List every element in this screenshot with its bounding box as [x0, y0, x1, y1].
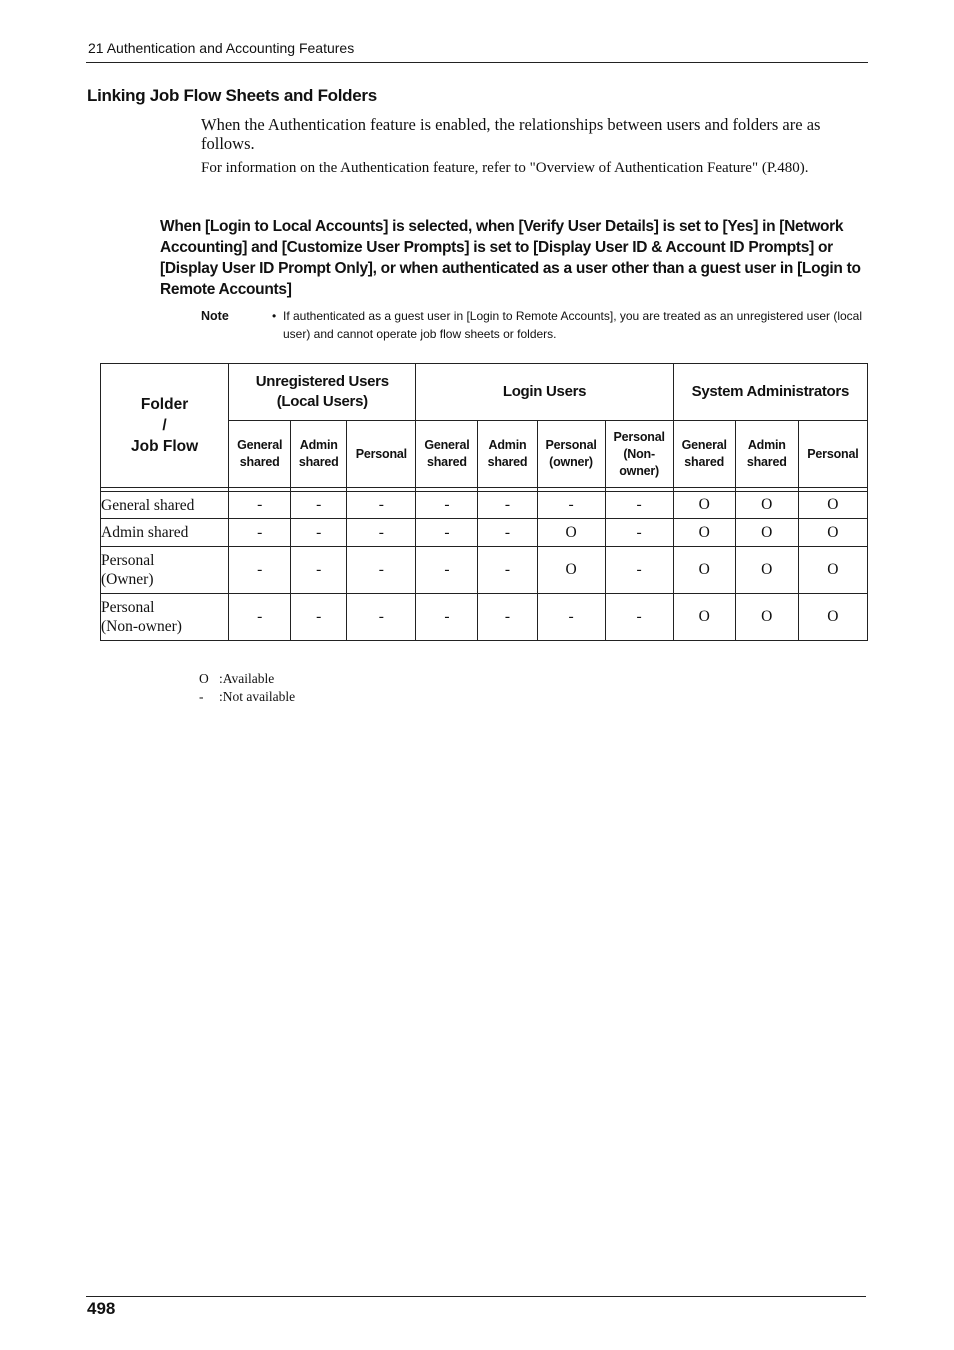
table-cell: - [605, 519, 673, 547]
subheader-line: shared [487, 455, 528, 469]
table-cell: - [416, 547, 478, 594]
table-cell: O [735, 519, 798, 547]
table-cell: - [229, 594, 291, 641]
subheader [798, 421, 867, 488]
table-cell: - [291, 492, 347, 519]
subheader-line: Personal [613, 429, 665, 444]
table-cell: O [735, 594, 798, 641]
corner-header-line: Folder [140, 396, 189, 413]
table-cell: O [673, 519, 735, 547]
corner-header-line: Job Flow [130, 438, 199, 455]
row-label [101, 547, 229, 594]
group-header-login [416, 364, 673, 421]
legend-item [199, 688, 295, 706]
group-header-line: Login Users [502, 383, 587, 400]
running-header: 21 Authentication and Accounting Features [88, 40, 355, 56]
subheader [291, 421, 347, 488]
subheader [673, 421, 735, 488]
table-cell: - [537, 492, 605, 519]
subheader [229, 421, 291, 488]
table-cell: - [347, 519, 416, 547]
table-cell: O [798, 519, 867, 547]
table-cell: O [537, 547, 605, 594]
subheader-line: owner) [619, 463, 660, 478]
table-row [101, 492, 868, 519]
table-cell: O [798, 547, 867, 594]
group-header-line: System Administrators [691, 383, 850, 400]
row-label [101, 594, 229, 641]
subheader-line: Personal [545, 438, 597, 452]
subheader [537, 421, 605, 488]
subheader-line: Personal [807, 446, 859, 461]
table-cell: - [416, 594, 478, 641]
table-cell: O [735, 547, 798, 594]
section-title: Linking Job Flow Sheets and Folders [87, 86, 377, 105]
table-cell: - [537, 594, 605, 641]
table-cell: - [347, 594, 416, 641]
row-label [101, 519, 229, 547]
subheader [605, 421, 673, 488]
permissions-table [100, 363, 868, 641]
group-header-line: Unregistered Users [255, 373, 389, 390]
table-cell: - [605, 492, 673, 519]
table-cell: - [229, 519, 291, 547]
table-row [101, 547, 868, 594]
table-row [101, 594, 868, 641]
row-label-line: (Owner) [101, 571, 154, 588]
table-cell: O [735, 492, 798, 519]
subheader-line: (Non- [623, 446, 655, 461]
table-cell: - [347, 547, 416, 594]
table-cell: - [229, 547, 291, 594]
table-cell: O [673, 547, 735, 594]
subheader-line: shared [684, 455, 725, 469]
row-label-line: Personal [101, 599, 155, 616]
table-cell: - [605, 547, 673, 594]
subsection-heading: When [Login to Local Accounts] is selected, when [Verify User Details] is set to [Yes] in [Network Accounting] and [Customize User Prompts] is set to [Display User ID & Account ID Prompts] or [Display User ID Prompt Only], or when authenticated as a user other than a guest user in [Login to Remote Accounts] [160, 218, 861, 298]
subheader-line: General [424, 438, 470, 452]
row-label-line: (Non-owner) [101, 618, 182, 635]
table-cell: - [291, 594, 347, 641]
intro-paragraph: When the Authentication feature is enabled, the relationships between users and folders are as follows. [201, 115, 821, 153]
subheader-line: Admin [488, 438, 527, 452]
row-label [101, 492, 229, 519]
group-header-admins [673, 364, 867, 421]
table-cell: - [478, 594, 537, 641]
row-label-line: Admin shared [101, 524, 189, 541]
table-cell: - [416, 492, 478, 519]
page-number: 498 [87, 1299, 116, 1318]
subheader-line: Admin [747, 438, 786, 452]
subheader-line: shared [746, 455, 787, 469]
table-cell: O [798, 492, 867, 519]
table-cell: O [673, 492, 735, 519]
subheader [347, 421, 416, 488]
group-header-line: (Local Users) [276, 393, 368, 410]
table-cell: O [798, 594, 867, 641]
legend-text: :Not available [219, 689, 296, 704]
row-label-line: General shared [101, 496, 195, 514]
group-header-unregistered [229, 364, 416, 421]
row-label-line: Personal [101, 552, 155, 569]
legend-symbol: O [199, 671, 209, 686]
subheader [478, 421, 537, 488]
legend [199, 670, 295, 706]
note-label: Note [201, 309, 229, 323]
footer-rule [86, 1296, 866, 1297]
table-cell: - [416, 519, 478, 547]
subheader [416, 421, 478, 488]
legend-symbol: - [199, 689, 204, 704]
subheader-line: General [237, 438, 283, 452]
corner-header [101, 364, 229, 488]
subheader-line: Admin [299, 438, 338, 452]
header-rule [86, 62, 868, 63]
subheader [735, 421, 798, 488]
table-cell: - [605, 594, 673, 641]
table-cell: - [291, 519, 347, 547]
subheader-line: General [681, 438, 727, 452]
table-cell: O [673, 594, 735, 641]
subheader-line: shared [239, 455, 280, 469]
table-cell: - [478, 519, 537, 547]
table-cell: - [478, 547, 537, 594]
table-cell: O [537, 519, 605, 547]
table-cell: - [229, 492, 291, 519]
table-cell: - [347, 492, 416, 519]
subheader-line: shared [298, 455, 339, 469]
subheader-line: (owner) [549, 455, 593, 469]
subheader-line: Personal [355, 446, 407, 461]
note-text: If authenticated as a guest user in [Login to Remote Accounts], you are treated as an unregistered user (local user) and cannot operate job flow sheets or folders. [283, 309, 863, 341]
legend-item [199, 670, 295, 688]
table-cell: - [478, 492, 537, 519]
bullet-icon: • [272, 309, 277, 323]
corner-header-line: / [162, 417, 167, 434]
table-cell: - [291, 547, 347, 594]
reference-paragraph: For information on the Authentication feature, refer to "Overview of Authentication Feature" (P.480). [201, 160, 809, 176]
table-row [101, 519, 868, 547]
legend-text: :Available [219, 671, 275, 686]
subheader-line: shared [427, 455, 467, 469]
